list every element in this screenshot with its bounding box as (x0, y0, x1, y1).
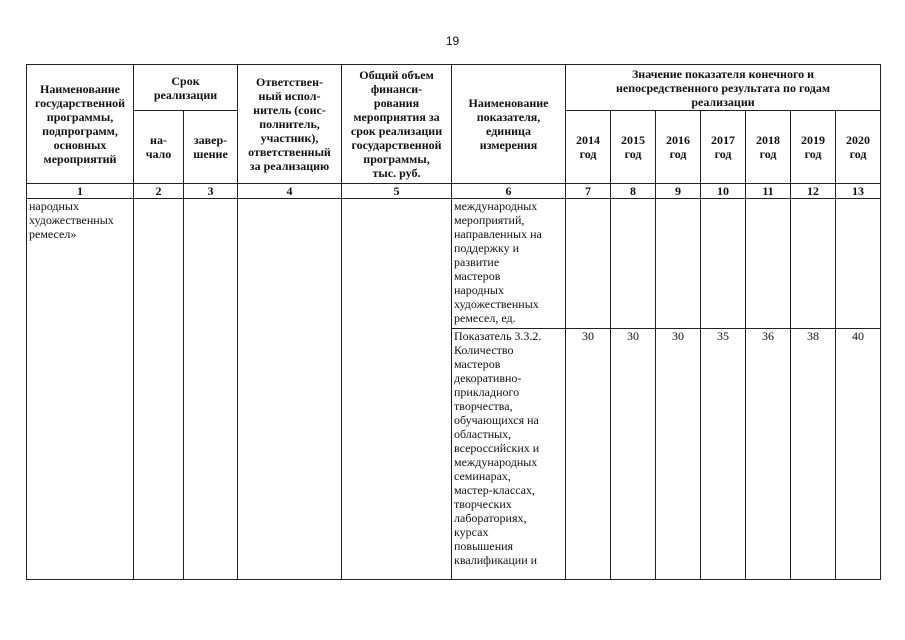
column-number: 1 (27, 184, 134, 199)
indicator-cell: международных мероприятий, направленных на поддержку и развитие мастеров народных художественных ремесел, ед. (452, 199, 566, 329)
value-2015-cell (611, 199, 656, 329)
value-2020-cell (836, 199, 881, 329)
column-number: 6 (452, 184, 566, 199)
value-2018-cell: 36 (746, 329, 791, 580)
column-number: 5 (342, 184, 452, 199)
header-term-start: на- чало (134, 111, 184, 184)
indicator-cell: Показатель 3.3.2. Количество мастеров декоративно- прикладного творчества, обучающихся на областных, всероссийских и международных семинарах, мастер-классах, творческих лабораториях, курсах повышения квалификации и (452, 329, 566, 580)
column-numbers-row (27, 184, 881, 199)
value-2017-cell: 35 (701, 329, 746, 580)
column-number: 10 (701, 184, 746, 199)
header-year-2014: 2014 год (566, 111, 611, 184)
value-2016-cell (656, 199, 701, 329)
header-indicator: Наименование показателя, единица измерения (452, 65, 566, 184)
funding-cell (342, 199, 452, 580)
table-row (27, 199, 881, 329)
header-term: Срок реализации (134, 65, 238, 111)
row-name-cell: народных художественных ремесел» (27, 199, 134, 580)
column-number: 4 (238, 184, 342, 199)
value-2017-cell (701, 199, 746, 329)
value-2014-cell: 30 (566, 329, 611, 580)
header-year-2018: 2018 год (746, 111, 791, 184)
header-year-2015: 2015 год (611, 111, 656, 184)
header-term-end: завер- шение (184, 111, 238, 184)
header-funding: Общий объем финанси- рования мероприятия за срок реализации государственной программы, тыс. руб. (342, 65, 452, 184)
header-year-2019: 2019 год (791, 111, 836, 184)
column-number: 8 (611, 184, 656, 199)
header-year-2017: 2017 год (701, 111, 746, 184)
header-responsible: Ответствен- ный испол- нитель (соис- полнитель, участник), ответственный за реализацию (238, 65, 342, 184)
column-number: 2 (134, 184, 184, 199)
value-2018-cell (746, 199, 791, 329)
value-2016-cell: 30 (656, 329, 701, 580)
header-name: Наименование государственной программы, подпрограмм, основных мероприятий (27, 65, 134, 184)
value-2014-cell (566, 199, 611, 329)
header-year-2020: 2020 год (836, 111, 881, 184)
term-end-cell (184, 199, 238, 580)
column-number: 13 (836, 184, 881, 199)
value-2020-cell: 40 (836, 329, 881, 580)
column-number: 9 (656, 184, 701, 199)
column-number: 12 (791, 184, 836, 199)
header-values-group: Значение показателя конечного и непосредственного результата по годам реализации (566, 65, 881, 111)
column-number: 3 (184, 184, 238, 199)
term-start-cell (134, 199, 184, 580)
page-number: 19 (445, 34, 460, 48)
value-2019-cell: 38 (791, 329, 836, 580)
value-2015-cell: 30 (611, 329, 656, 580)
column-number: 7 (566, 184, 611, 199)
header-year-2016: 2016 год (656, 111, 701, 184)
column-number: 11 (746, 184, 791, 199)
program-table (26, 64, 881, 580)
value-2019-cell (791, 199, 836, 329)
responsible-cell (238, 199, 342, 580)
